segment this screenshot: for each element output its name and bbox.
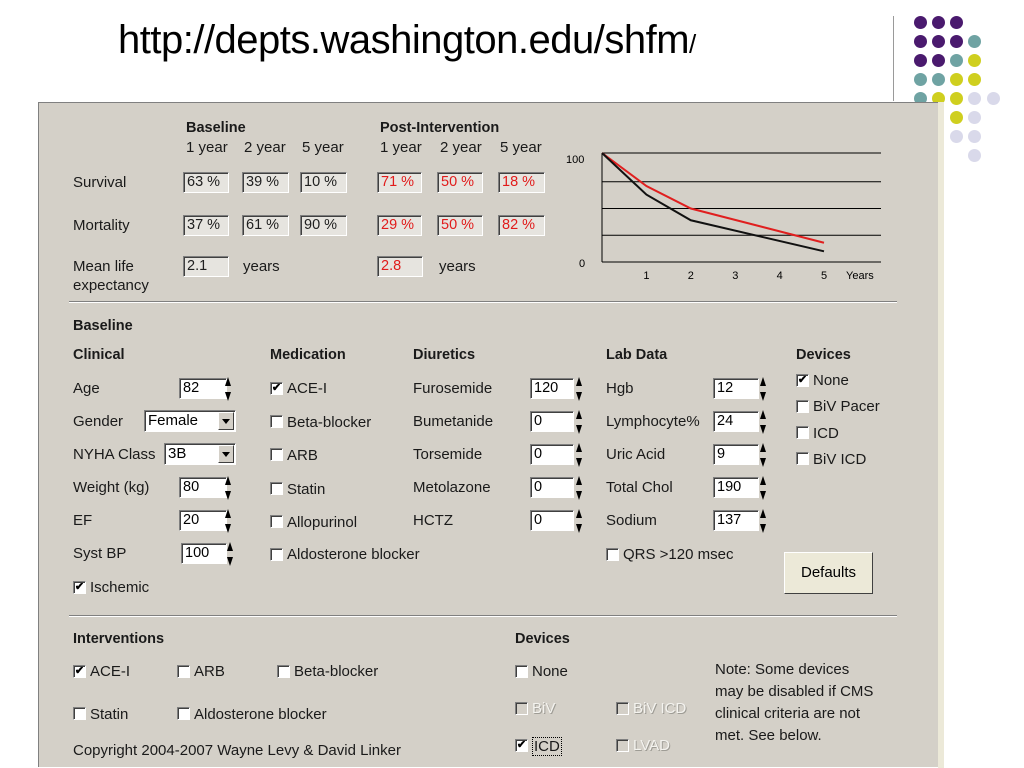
torsemide-spinner[interactable]: [576, 442, 583, 468]
int-devices-title: Devices: [515, 631, 570, 647]
survival-post-2yr: 50 %: [437, 172, 483, 193]
arb-checkbox[interactable]: [270, 448, 283, 461]
mortality-post-1yr: 29 %: [377, 215, 422, 236]
dot: [950, 16, 963, 29]
age-label: Age: [73, 380, 100, 397]
sodium-label: Sodium: [606, 512, 657, 529]
section-divider: [69, 301, 897, 303]
weight-spinner[interactable]: [225, 475, 232, 501]
year-header: 1 year: [186, 139, 228, 156]
lymphocyte-label: Lymphocyte%: [606, 413, 700, 430]
hgb-input[interactable]: 12: [713, 378, 759, 399]
int-aldosterone-checkbox[interactable]: [177, 707, 190, 720]
furosemide-input[interactable]: 120: [530, 378, 574, 399]
ace-i-checkbox[interactable]: ✔: [271, 382, 282, 394]
int-device-biv-icd-checkbox[interactable]: [616, 702, 629, 715]
allopurinol-checkbox[interactable]: [270, 515, 283, 528]
dot: [968, 92, 981, 105]
note-line: clinical criteria are not: [715, 705, 861, 722]
lab-data-title: Lab Data: [606, 347, 668, 363]
dot: [987, 92, 1000, 105]
int-device-icd-checkbox[interactable]: ✔: [516, 739, 527, 751]
survival-baseline-5yr: 10 %: [300, 172, 347, 193]
nyha-select[interactable]: [164, 443, 236, 465]
bumetanide-spinner[interactable]: [576, 409, 583, 435]
int-arb-checkbox[interactable]: [177, 665, 190, 678]
age-spinner[interactable]: [225, 376, 232, 402]
baseline-line: [602, 153, 824, 251]
syst-bp-spinner[interactable]: [227, 541, 234, 567]
beta-blocker-checkbox[interactable]: [270, 415, 283, 428]
dot: [950, 130, 963, 143]
age-input[interactable]: 82: [179, 378, 227, 399]
lymphocyte-input[interactable]: 24: [713, 411, 759, 432]
survival-baseline-1yr: 63 %: [183, 172, 229, 193]
mean-life-label-2: expectancy: [73, 277, 149, 294]
dot: [950, 73, 963, 86]
survival-baseline-2yr: 39 %: [242, 172, 289, 193]
torsemide-input[interactable]: 0: [530, 444, 574, 465]
device-biv-pacer-checkbox[interactable]: [796, 400, 809, 413]
dot: [950, 92, 963, 105]
post-intervention-heading: Post-Intervention: [380, 120, 500, 136]
ischemic-checkbox[interactable]: ✔: [74, 581, 85, 593]
calculator-panel: [38, 102, 938, 767]
int-device-biv-checkbox[interactable]: [515, 702, 528, 715]
dot: [914, 73, 927, 86]
int-device-lvad-checkbox[interactable]: [616, 739, 629, 752]
ef-spinner[interactable]: [225, 508, 232, 534]
dot: [914, 16, 927, 29]
x-axis-label: Years: [846, 270, 874, 282]
int-statin-checkbox[interactable]: [73, 707, 86, 720]
clinical-title: Clinical: [73, 347, 125, 363]
device-biv-icd-label: BiV ICD: [813, 451, 867, 468]
survival-post-5yr: 18 %: [498, 172, 545, 193]
nyha-value: 3B: [168, 445, 187, 462]
divider-line: [893, 16, 894, 101]
hctz-label: HCTZ: [413, 512, 453, 529]
dot: [932, 35, 945, 48]
copyright-text: Copyright 2004-2007 Wayne Levy & David Linker: [73, 742, 401, 759]
survival-chart: [561, 139, 896, 299]
int-device-lvad-label: LVAD: [633, 737, 670, 754]
hgb-spinner[interactable]: [760, 376, 767, 402]
y-tick-label: 0: [579, 258, 586, 270]
total-chol-input[interactable]: 190: [713, 477, 759, 498]
survival-post-1yr: 71 %: [377, 172, 422, 193]
dot: [932, 54, 945, 67]
uric-acid-input[interactable]: 9: [713, 444, 759, 465]
device-none-label: None: [813, 372, 849, 389]
device-icd-label: ICD: [813, 425, 839, 442]
device-biv-pacer-label: BiV Pacer: [813, 398, 880, 415]
baseline-section-title: Baseline: [73, 318, 133, 334]
dot: [950, 54, 963, 67]
metolazone-spinner[interactable]: [576, 475, 583, 501]
allopurinol-label: Allopurinol: [287, 514, 358, 531]
int-ace-i-checkbox[interactable]: ✔: [74, 665, 85, 677]
year-header: 1 year: [380, 139, 422, 156]
int-statin-label: Statin: [90, 706, 129, 723]
furosemide-label: Furosemide: [413, 380, 493, 397]
weight-label: Weight (kg): [73, 479, 150, 496]
syst-bp-label: Syst BP: [73, 545, 127, 562]
mortality-baseline-5yr: 90 %: [300, 215, 347, 236]
gender-label: Gender: [73, 413, 124, 430]
bumetanide-label: Bumetanide: [413, 413, 494, 430]
total-chol-spinner[interactable]: [760, 475, 767, 501]
metolazone-label: Metolazone: [413, 479, 491, 496]
int-device-none-checkbox[interactable]: [515, 665, 528, 678]
qrs-label: QRS >120 msec: [623, 546, 734, 563]
y-tick-label: 100: [566, 154, 585, 166]
mortality-post-2yr: 50 %: [437, 215, 483, 236]
mean-life-label: Mean life: [73, 258, 134, 275]
dot: [968, 149, 981, 162]
total-chol-label: Total Chol: [606, 479, 673, 496]
ischemic-label: Ischemic: [90, 579, 150, 596]
dot: [932, 73, 945, 86]
ace-i-label: ACE-I: [287, 380, 328, 397]
note-line: Note: Some devices: [715, 661, 850, 678]
years-unit: years: [243, 258, 280, 275]
statin-checkbox[interactable]: [270, 482, 283, 495]
int-device-none-label: None: [532, 663, 568, 680]
uric-acid-spinner[interactable]: [760, 442, 767, 468]
beta-blocker-label: Beta-blocker: [287, 414, 372, 431]
page-url-title: http://depts.washington.edu/shfm/: [118, 18, 696, 62]
nyha-label: NYHA Class: [73, 446, 156, 463]
int-device-biv-icd-label: BiV ICD: [633, 700, 687, 717]
torsemide-label: Torsemide: [413, 446, 483, 463]
sodium-spinner[interactable]: [760, 508, 767, 534]
hctz-input[interactable]: 0: [530, 510, 574, 531]
gender-select[interactable]: [144, 410, 236, 432]
diuretics-title: Diuretics: [413, 347, 476, 363]
interventions-title: Interventions: [73, 631, 165, 647]
ef-input[interactable]: 20: [179, 510, 227, 531]
survival-label: Survival: [73, 174, 127, 191]
weight-input[interactable]: 80: [179, 477, 227, 498]
gender-value: Female: [148, 412, 199, 429]
year-header: 5 year: [302, 139, 344, 156]
qrs-checkbox[interactable]: [606, 548, 619, 561]
arb-label: ARB: [287, 447, 318, 464]
chevron-down-icon[interactable]: [218, 412, 234, 430]
note-line: may be disabled if CMS: [715, 683, 874, 700]
mean-life-baseline: 2.1: [183, 256, 229, 277]
dot: [968, 35, 981, 48]
mean-life-post: 2.8: [377, 256, 423, 277]
dot: [950, 111, 963, 124]
int-beta-blocker-checkbox[interactable]: [277, 665, 290, 678]
mortality-baseline-1yr: 37 %: [183, 215, 229, 236]
mortality-baseline-2yr: 61 %: [242, 215, 289, 236]
dot: [932, 16, 945, 29]
section-divider: [69, 615, 897, 617]
devices-title: Devices: [796, 347, 851, 363]
year-header: 2 year: [440, 139, 482, 156]
dot: [968, 54, 981, 67]
chevron-down-icon[interactable]: [218, 445, 234, 463]
furosemide-spinner[interactable]: [576, 376, 583, 402]
int-device-biv-label: BiV: [532, 700, 556, 717]
int-beta-blocker-label: Beta-blocker: [294, 663, 379, 680]
uric-acid-label: Uric Acid: [606, 446, 666, 463]
dot: [968, 111, 981, 124]
lymphocyte-spinner[interactable]: [760, 409, 767, 435]
ef-label: EF: [73, 512, 93, 529]
dot: [914, 35, 927, 48]
mortality-post-5yr: 82 %: [498, 215, 545, 236]
sodium-input[interactable]: 137: [713, 510, 759, 531]
hgb-label: Hgb: [606, 380, 634, 397]
x-tick-label: 5: [821, 270, 828, 282]
device-icd-checkbox[interactable]: [796, 426, 809, 439]
int-arb-label: ARB: [194, 663, 225, 680]
dot: [950, 35, 963, 48]
x-tick-label: 4: [776, 270, 783, 282]
years-unit: years: [439, 258, 476, 275]
statin-label: Statin: [287, 481, 326, 498]
dot: [914, 54, 927, 67]
bumetanide-input[interactable]: 0: [530, 411, 574, 432]
metolazone-input[interactable]: 0: [530, 477, 574, 498]
note-line: met. See below.: [715, 727, 822, 744]
year-header: 5 year: [500, 139, 542, 156]
int-device-icd-label: ICD: [534, 738, 560, 755]
hctz-spinner[interactable]: [576, 508, 583, 534]
dot: [968, 73, 981, 86]
aldosterone-blocker-checkbox[interactable]: [270, 548, 283, 561]
mortality-label: Mortality: [73, 217, 130, 234]
medication-title: Medication: [270, 347, 346, 363]
aldosterone-blocker-label: Aldosterone blocker: [287, 546, 420, 563]
post-intervention-line: [602, 153, 824, 243]
year-header: 2 year: [244, 139, 286, 156]
dot: [968, 130, 981, 143]
device-note: [715, 659, 873, 747]
device-none-checkbox[interactable]: ✔: [797, 374, 808, 386]
x-tick-label: 2: [687, 270, 694, 282]
baseline-heading: Baseline: [186, 120, 246, 136]
window-edge: [938, 102, 944, 768]
int-ace-i-label: ACE-I: [90, 663, 131, 680]
device-biv-icd-checkbox[interactable]: [796, 452, 809, 465]
x-tick-label: 1: [643, 270, 650, 282]
x-tick-label: 3: [732, 270, 739, 282]
syst-bp-input[interactable]: 100: [181, 543, 227, 564]
defaults-button[interactable]: Defaults: [784, 552, 873, 594]
int-aldosterone-label: Aldosterone blocker: [194, 706, 327, 723]
